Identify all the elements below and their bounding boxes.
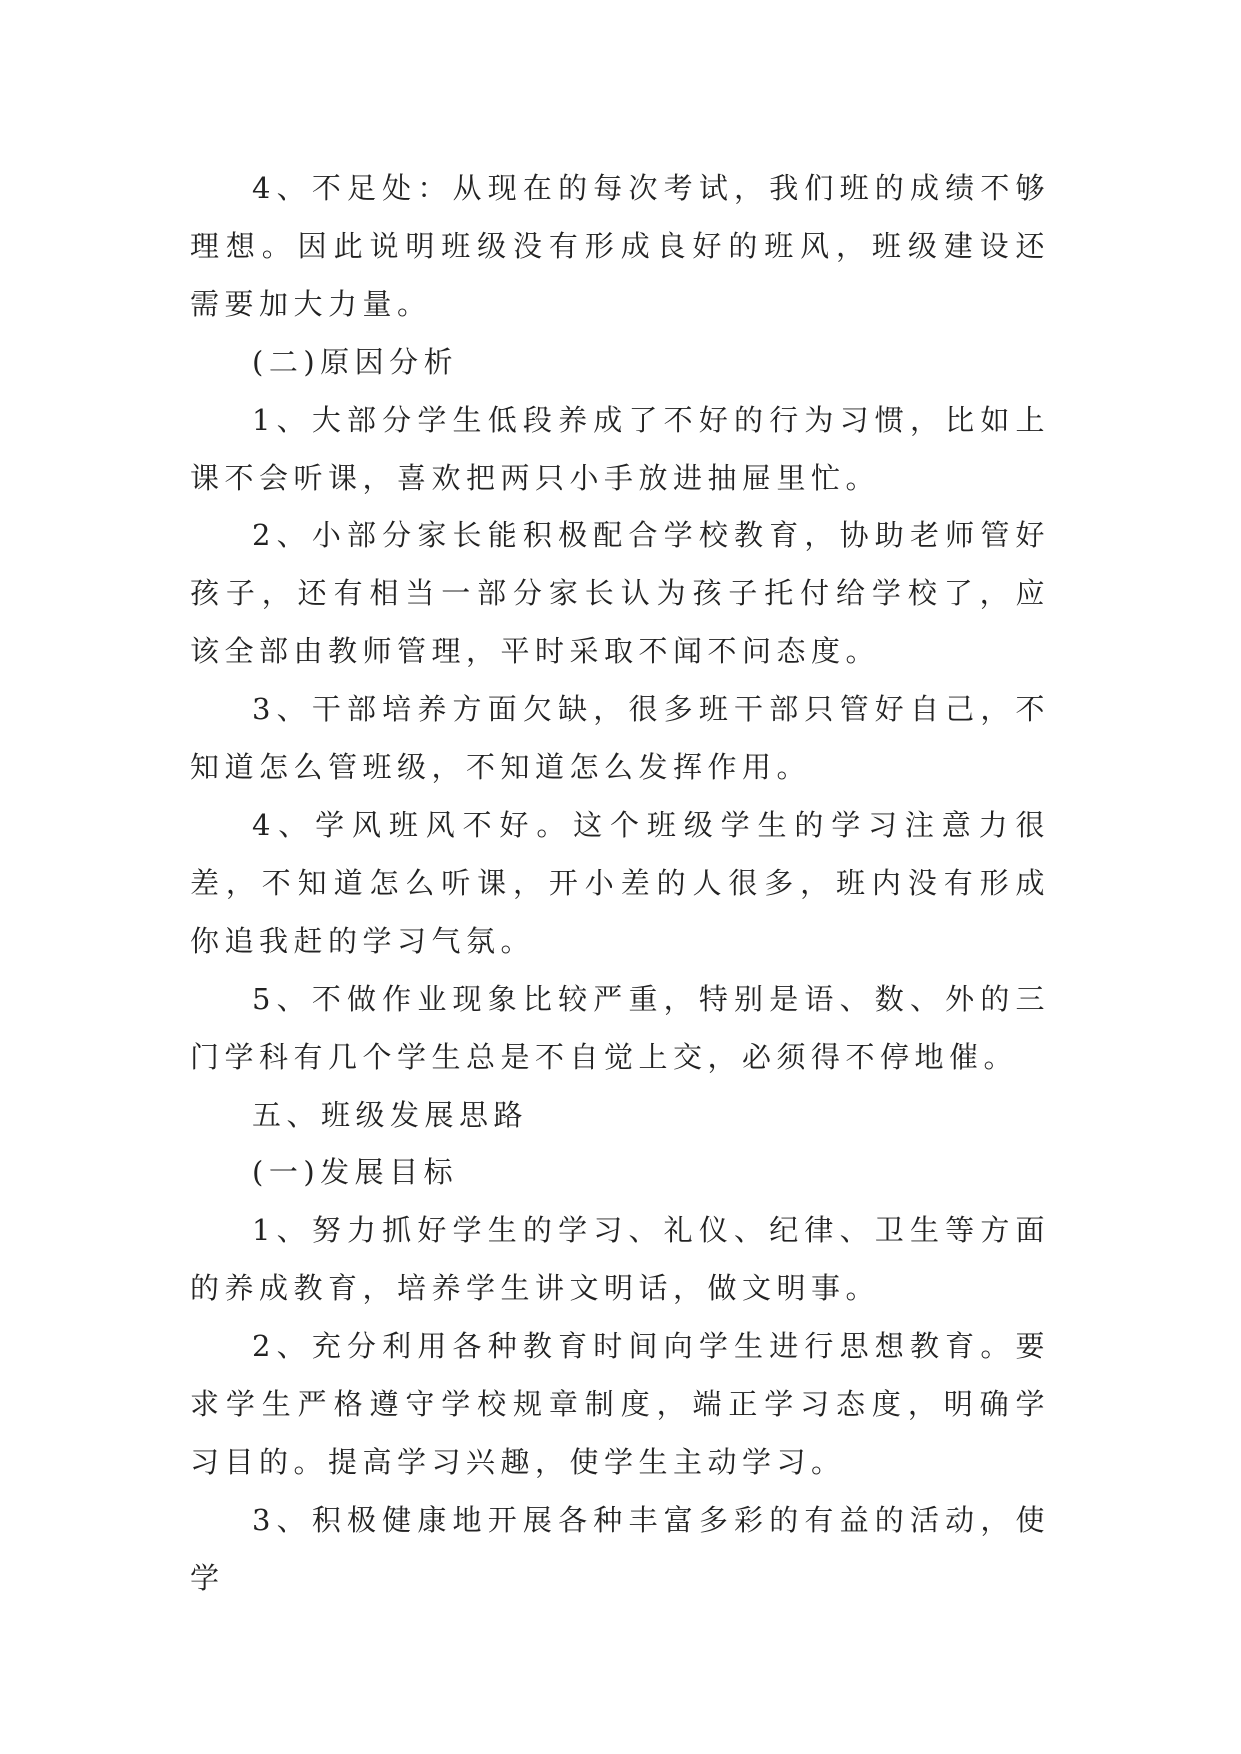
paragraph-cause-4: 4、学风班风不好。这个班级学生的学习注意力很差，不知道怎么听课，开小差的人很多，班内没有形成你追我赶的学习气氛。 [190, 807, 1050, 958]
paragraph-shortcoming-4: 4、不足处：从现在的每次考试，我们班的成绩不够理想。因此说明班级没有形成良好的班风，班级建设还需要加大力量。 [190, 171, 1050, 321]
paragraph-goal-1: 1、努力抓好学生的学习、礼仪、纪律、卫生等方面的养成教育，培养学生讲文明话，做文明事。 [190, 1213, 1050, 1306]
document-body [190, 160, 1050, 1608]
section-heading-cause-analysis: (二)原因分析 [252, 344, 459, 379]
section-heading-development-ideas: 五、班级发展思路 [252, 1097, 529, 1132]
subsection-heading-development-goals: (一)发展目标 [252, 1155, 459, 1190]
paragraph-cause-2: 2、小部分家长能积极配合学校教育，协助老师管好孩子，还有相当一部分家长认为孩子托付给学校了，应该全部由教师管理，平时采取不闻不问态度。 [190, 518, 1050, 669]
paragraph-goal-3: 3、积极健康地开展各种丰富多彩的有益的活动，使学 [190, 1502, 1050, 1595]
paragraph-cause-3: 3、干部培养方面欠缺，很多班干部只管好自己，不知道怎么管班级，不知道怎么发挥作用。 [190, 692, 1050, 785]
paragraph-cause-5: 5、不做作业现象比较严重，特别是语、数、外的三门学科有几个学生总是不自觉上交，必须得不停地催。 [190, 981, 1050, 1074]
paragraph-goal-2: 2、充分利用各种教育时间向学生进行思想教育。要求学生严格遵守学校规章制度，端正学习态度，明确学习目的。提高学习兴趣，使学生主动学习。 [190, 1329, 1050, 1479]
paragraph-cause-1: 1、大部分学生低段养成了不好的行为习惯，比如上课不会听课，喜欢把两只小手放进抽屉里忙。 [190, 402, 1050, 495]
